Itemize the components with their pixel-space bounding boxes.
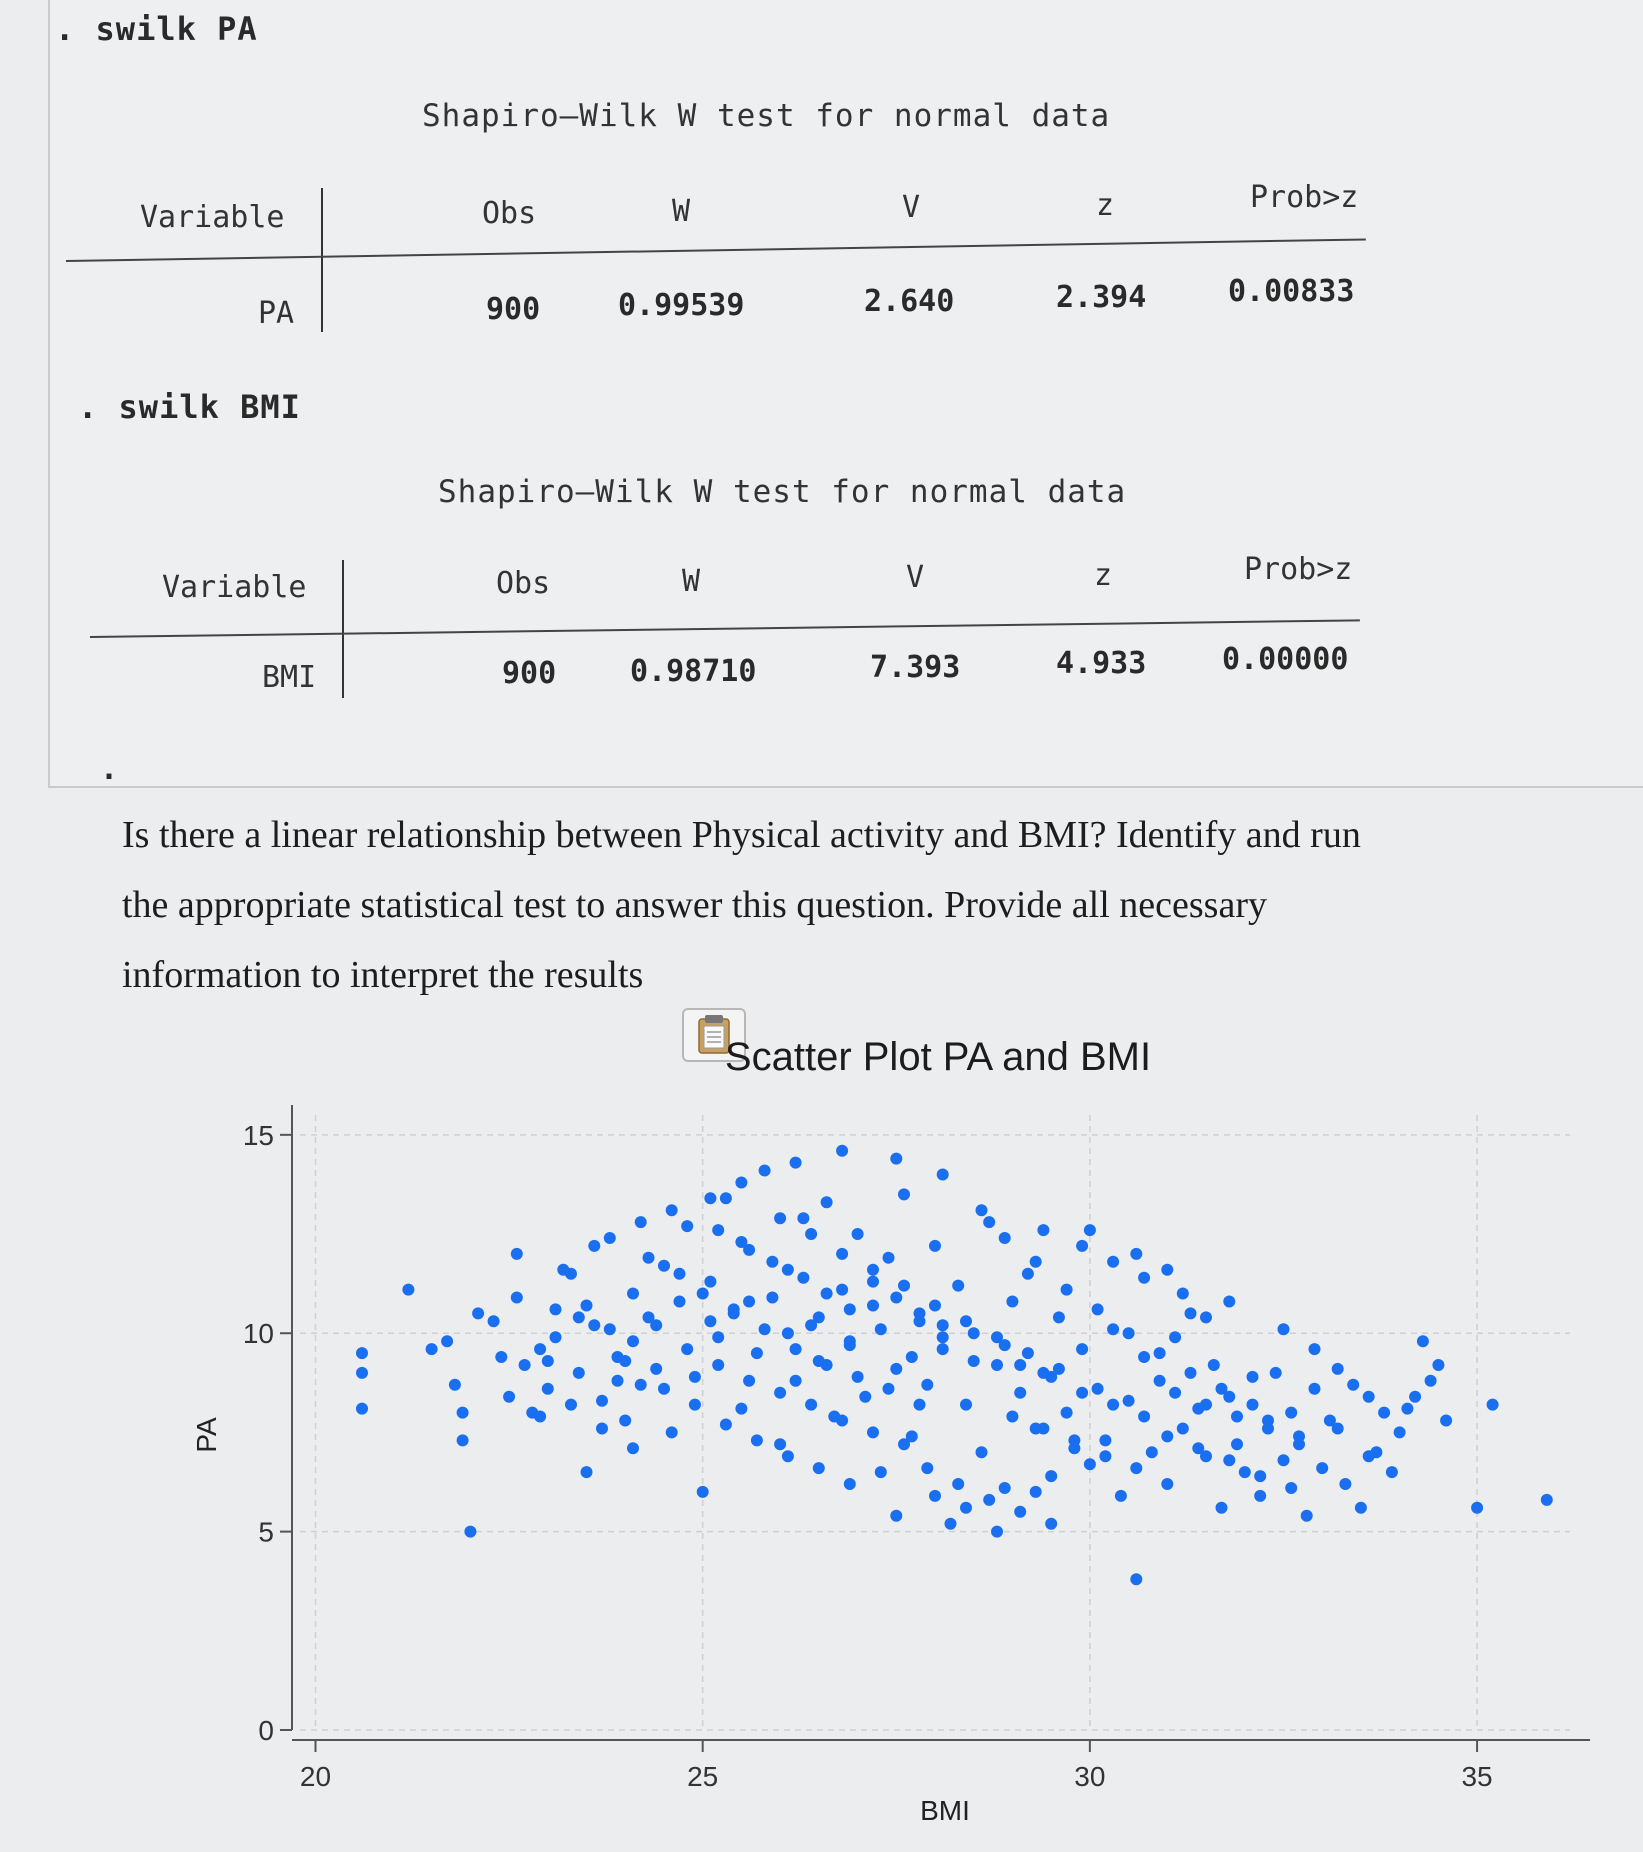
scatter-point-5 (441, 1335, 453, 1347)
scatter-point-183 (1099, 1450, 1111, 1462)
scatter-point-37 (704, 1276, 716, 1288)
scatter-point-103 (1216, 1502, 1228, 1514)
scatter-point-46 (774, 1438, 786, 1450)
scatter-point-243 (596, 1423, 608, 1435)
test-title-bmi: Shapiro–Wilk W test for normal data (438, 474, 1127, 510)
header-v-bmi: V (906, 560, 925, 595)
scatter-point-83 (1061, 1407, 1073, 1419)
scatter-point-33 (674, 1296, 686, 1308)
y-axis-label: PA (191, 1417, 222, 1453)
scatter-point-224 (704, 1192, 716, 1204)
scatter-point-56 (852, 1228, 864, 1240)
scatter-point-197 (1231, 1411, 1243, 1423)
scatter-point-120 (1363, 1391, 1375, 1403)
y-tick-label-10: 10 (242, 1318, 274, 1350)
scatter-point-199 (1293, 1438, 1305, 1450)
scatter-point-144 (844, 1339, 856, 1351)
scatter-point-31 (658, 1260, 670, 1272)
scatter-point-6 (449, 1379, 461, 1391)
scatter-point-92 (1130, 1573, 1142, 1585)
scatter-point-38 (712, 1331, 724, 1343)
row-obs-pa: 900 (486, 292, 541, 327)
x-tick-label-25: 25 (687, 1761, 719, 1792)
scatter-point-208 (813, 1462, 825, 1474)
header-z-pa: z (1096, 188, 1115, 223)
scatter-point-222 (635, 1216, 647, 1228)
command-swilk-bmi: . swilk BMI (78, 388, 301, 426)
scatter-point-158 (883, 1383, 895, 1395)
row-v-pa: 2.640 (864, 284, 955, 319)
scatter-point-221 (588, 1240, 600, 1252)
scatter-point-151 (674, 1268, 686, 1280)
scatter-point-215 (890, 1510, 902, 1522)
scatter-point-190 (1014, 1359, 1026, 1371)
scatter-plot (0, 1040, 1643, 1852)
scatter-point-54 (836, 1284, 848, 1296)
scatter-point-14 (511, 1248, 523, 1260)
scatter-point-226 (790, 1157, 802, 1169)
scatter-point-105 (1231, 1438, 1243, 1450)
scatter-point-166 (960, 1315, 972, 1327)
plot-grid (300, 1115, 1570, 1730)
scatter-point-35 (689, 1371, 701, 1383)
scatter-point-9 (464, 1526, 476, 1538)
scatter-point-237 (1185, 1367, 1197, 1379)
x-tick-label-35: 35 (1461, 1761, 1493, 1792)
scatter-point-250 (1332, 1363, 1344, 1375)
scatter-point-205 (720, 1419, 732, 1431)
scatter-point-164 (898, 1280, 910, 1292)
scatter-point-114 (1301, 1510, 1313, 1522)
scatter-point-24 (604, 1232, 616, 1244)
scatter-point-168 (1022, 1347, 1034, 1359)
scatter-point-159 (914, 1399, 926, 1411)
scatter-point-10 (472, 1307, 484, 1319)
scatter-point-173 (712, 1359, 724, 1371)
scatter-point-258 (1309, 1343, 1321, 1355)
scatter-point-184 (1130, 1462, 1142, 1474)
scatter-point-246 (534, 1411, 546, 1423)
y-tick-label-0: 0 (258, 1715, 274, 1746)
scatter-point-187 (1223, 1454, 1235, 1466)
stata-prompt-dot: . (100, 752, 119, 787)
scatter-point-223 (666, 1204, 678, 1216)
scatter-point-207 (782, 1450, 794, 1462)
scatter-point-157 (852, 1371, 864, 1383)
scatter-point-124 (1417, 1335, 1429, 1347)
scatter-point-196 (1200, 1399, 1212, 1411)
header-obs-pa: Obs (482, 196, 537, 231)
scatter-point-89 (1107, 1323, 1119, 1335)
scatter-point-236 (1154, 1347, 1166, 1359)
scatter-point-214 (1045, 1518, 1057, 1530)
scatter-point-85 (1076, 1343, 1088, 1355)
scatter-point-146 (906, 1351, 918, 1363)
scatter-point-138 (914, 1307, 926, 1319)
scatter-point-229 (937, 1169, 949, 1181)
scatter-point-57 (859, 1391, 871, 1403)
scatter-point-261 (1177, 1288, 1189, 1300)
scatter-point-26 (619, 1415, 631, 1427)
scatter-point-122 (1386, 1466, 1398, 1478)
scatter-point-52 (821, 1196, 833, 1208)
scatter-point-203 (658, 1383, 670, 1395)
scatter-point-161 (805, 1228, 817, 1240)
scatter-point-141 (743, 1296, 755, 1308)
scatter-point-256 (1363, 1450, 1375, 1462)
scatter-point-198 (1262, 1423, 1274, 1435)
scatter-point-86 (1084, 1458, 1096, 1470)
scatter-point-148 (968, 1355, 980, 1367)
scatter-point-251 (1347, 1379, 1359, 1391)
scatter-point-27 (627, 1288, 639, 1300)
scatter-point-49 (797, 1212, 809, 1224)
scatter-point-189 (1285, 1482, 1297, 1494)
test-title-pa: Shapiro–Wilk W test for normal data (422, 98, 1111, 134)
scatter-point-61 (890, 1363, 902, 1375)
header-prob-bmi: Prob>z (1244, 552, 1353, 587)
scatter-point-126 (1440, 1415, 1452, 1427)
scatter-point-30 (650, 1363, 662, 1375)
scatter-point-165 (929, 1300, 941, 1312)
scatter-point-228 (890, 1153, 902, 1165)
scatter-point-71 (968, 1327, 980, 1339)
scatter-point-153 (728, 1307, 740, 1319)
header-variable-bmi: Variable (162, 570, 307, 605)
scatter-point-240 (519, 1359, 531, 1371)
scatter-point-213 (1014, 1506, 1026, 1518)
scatter-point-2 (356, 1403, 368, 1415)
scatter-point-76 (1006, 1296, 1018, 1308)
scatter-point-47 (782, 1264, 794, 1276)
scatter-point-182 (1068, 1434, 1080, 1446)
scatter-point-65 (921, 1379, 933, 1391)
row-variable-pa: PA (258, 296, 295, 331)
scatter-point-160 (774, 1212, 786, 1224)
question-text (122, 800, 1502, 1010)
scatter-point-254 (1409, 1391, 1421, 1403)
scatter-point-87 (1092, 1383, 1104, 1395)
header-w-pa: W (672, 194, 691, 229)
scatter-point-127 (1471, 1502, 1483, 1514)
scatter-point-142 (782, 1327, 794, 1339)
scatter-point-167 (991, 1331, 1003, 1343)
scatter-point-212 (983, 1494, 995, 1506)
row-v-bmi: 7.393 (870, 650, 961, 685)
scatter-point-91 (1123, 1395, 1135, 1407)
scatter-point-260 (1200, 1311, 1212, 1323)
scatter-point-77 (1014, 1387, 1026, 1399)
scatter-point-74 (991, 1359, 1003, 1371)
scatter-point-195 (1169, 1387, 1181, 1399)
table-divider-vertical-pa (321, 188, 323, 332)
scatter-point-211 (952, 1478, 964, 1490)
scatter-point-178 (867, 1426, 879, 1438)
scatter-point-59 (875, 1466, 887, 1478)
scatter-point-238 (1216, 1383, 1228, 1395)
scatter-point-60 (883, 1252, 895, 1264)
scatter-point-225 (735, 1177, 747, 1189)
scatter-point-16 (534, 1343, 546, 1355)
scatter-point-145 (875, 1323, 887, 1335)
scatter-point-28 (635, 1379, 647, 1391)
header-z-bmi: z (1094, 558, 1113, 593)
scatter-point-263 (1107, 1256, 1119, 1268)
scatter-point-73 (983, 1216, 995, 1228)
scatter-point-266 (1084, 1224, 1096, 1236)
scatter-point-13 (511, 1292, 523, 1304)
scatter-point-78 (1022, 1268, 1034, 1280)
scatter-point-143 (813, 1311, 825, 1323)
scatter-point-17 (542, 1355, 554, 1367)
scatter-point-39 (720, 1192, 732, 1204)
scatter-point-162 (836, 1248, 848, 1260)
scatter-point-95 (1154, 1375, 1166, 1387)
scatter-point-111 (1278, 1454, 1290, 1466)
scatter-point-66 (929, 1240, 941, 1252)
scatter-point-255 (1425, 1375, 1437, 1387)
scatter-point-216 (929, 1490, 941, 1502)
scatter-point-156 (821, 1359, 833, 1371)
scatter-point-123 (1401, 1403, 1413, 1415)
scatter-point-176 (805, 1399, 817, 1411)
scatter-point-136 (867, 1276, 879, 1288)
scatter-point-185 (1161, 1430, 1173, 1442)
scatter-point-219 (1030, 1486, 1042, 1498)
scatter-point-193 (1107, 1399, 1119, 1411)
scatter-point-119 (1355, 1502, 1367, 1514)
scatter-point-3 (402, 1284, 414, 1296)
chart-title: Scatter Plot PA and BMI (724, 1040, 1152, 1079)
scatter-point-152 (697, 1288, 709, 1300)
scatter-point-133 (797, 1272, 809, 1284)
scatter-point-209 (844, 1478, 856, 1490)
plot-points (356, 1145, 1553, 1586)
scatter-point-227 (836, 1145, 848, 1157)
scatter-point-21 (581, 1466, 593, 1478)
scatter-point-172 (681, 1343, 693, 1355)
scatter-point-132 (766, 1256, 778, 1268)
scatter-point-90 (1115, 1490, 1127, 1502)
scatter-point-128 (1487, 1399, 1499, 1411)
x-tick-label-20: 20 (299, 1761, 332, 1792)
scatter-point-99 (1185, 1307, 1197, 1319)
scatter-point-244 (627, 1442, 639, 1454)
plot-axes (243, 1105, 1590, 1792)
scatter-point-267 (1130, 1248, 1142, 1260)
scatter-point-154 (759, 1323, 771, 1335)
header-variable-pa: Variable (140, 200, 285, 235)
scatter-point-110 (1270, 1367, 1282, 1379)
scatter-point-188 (1254, 1470, 1266, 1482)
scatter-point-82 (1053, 1311, 1065, 1323)
scatter-point-34 (681, 1220, 693, 1232)
scatter-point-70 (960, 1399, 972, 1411)
scatter-point-147 (937, 1331, 949, 1343)
scatter-point-131 (735, 1236, 747, 1248)
scatter-point-36 (697, 1486, 709, 1498)
scatter-point-245 (503, 1391, 515, 1403)
scatter-point-68 (945, 1518, 957, 1530)
scatter-point-32 (666, 1426, 678, 1438)
scatter-point-202 (619, 1355, 631, 1367)
scatter-point-204 (689, 1399, 701, 1411)
scatter-point-171 (650, 1319, 662, 1331)
scatter-point-8 (457, 1434, 469, 1446)
scatter-point-233 (1061, 1284, 1073, 1296)
row-prob-pa: 0.00833 (1228, 274, 1355, 309)
scatter-point-201 (604, 1323, 616, 1335)
scatter-point-239 (1247, 1399, 1259, 1411)
scatter-point-191 (1045, 1371, 1057, 1383)
scatter-point-264 (1076, 1240, 1088, 1252)
scatter-point-23 (596, 1395, 608, 1407)
scatter-point-116 (1316, 1462, 1328, 1474)
scatter-point-75 (999, 1482, 1011, 1494)
scatter-point-107 (1247, 1371, 1259, 1383)
scatter-point-259 (1278, 1323, 1290, 1335)
scatter-point-234 (1092, 1303, 1104, 1315)
y-tick-label-15: 15 (242, 1119, 274, 1151)
scatter-point-102 (1208, 1359, 1220, 1371)
scatter-point-252 (1378, 1407, 1390, 1419)
scatter-point-58 (867, 1300, 879, 1312)
scatter-point-67 (937, 1343, 949, 1355)
scatter-point-140 (704, 1315, 716, 1327)
row-prob-bmi: 0.00000 (1222, 642, 1349, 677)
scatter-point-135 (844, 1303, 856, 1315)
scatter-point-43 (751, 1347, 763, 1359)
scatter-point-98 (1177, 1423, 1189, 1435)
scatter-point-125 (1432, 1359, 1444, 1371)
scatter-point-4 (426, 1343, 438, 1355)
scatter-point-220 (557, 1264, 569, 1276)
scatter-point-45 (766, 1292, 778, 1304)
scatter-point-112 (1285, 1407, 1297, 1419)
scatter-point-175 (774, 1387, 786, 1399)
scatter-point-174 (743, 1375, 755, 1387)
scatter-point-137 (890, 1292, 902, 1304)
row-z-bmi: 4.933 (1056, 646, 1147, 681)
scatter-point-180 (1006, 1411, 1018, 1423)
scatter-point-265 (1037, 1224, 1049, 1236)
scatter-point-81 (1045, 1470, 1057, 1482)
scatter-point-106 (1239, 1466, 1251, 1478)
scatter-point-20 (573, 1367, 585, 1379)
header-v-pa: V (902, 190, 921, 225)
header-obs-bmi: Obs (496, 566, 551, 601)
scatter-point-130 (712, 1224, 724, 1236)
x-axis-label: BMI (920, 1795, 970, 1826)
scatter-point-232 (1030, 1256, 1042, 1268)
question-line-1: Is there a linear relationship between Physical activity and BMI? Identify and run (122, 814, 1361, 856)
scatter-point-134 (821, 1288, 833, 1300)
scatter-point-93 (1138, 1351, 1150, 1363)
scatter-point-247 (550, 1331, 562, 1343)
scatter-point-118 (1339, 1478, 1351, 1490)
scatter-point-181 (1037, 1423, 1049, 1435)
scatter-point-88 (1099, 1434, 1111, 1446)
scatter-point-268 (1161, 1264, 1173, 1276)
scatter-point-242 (565, 1399, 577, 1411)
scatter-point-94 (1146, 1446, 1158, 1458)
scatter-point-12 (495, 1351, 507, 1363)
scatter-point-200 (581, 1300, 593, 1312)
scatter-point-231 (999, 1232, 1011, 1244)
scatter-point-218 (991, 1526, 1003, 1538)
scatter-point-1 (356, 1367, 368, 1379)
scatter-point-129 (1541, 1494, 1553, 1506)
scatter-point-44 (759, 1165, 771, 1177)
scatter-point-11 (488, 1315, 500, 1327)
row-z-pa: 2.394 (1056, 280, 1147, 315)
scatter-point-96 (1161, 1478, 1173, 1490)
scatter-point-179 (898, 1438, 910, 1450)
scatter-point-155 (790, 1343, 802, 1355)
scatter-point-22 (588, 1319, 600, 1331)
table-divider-vertical-bmi (342, 560, 344, 698)
scatter-point-257 (1332, 1423, 1344, 1435)
header-w-bmi: W (682, 564, 701, 599)
scatter-point-192 (1076, 1387, 1088, 1399)
scatter-point-177 (836, 1415, 848, 1427)
question-line-2: the appropriate statistical test to answer this question. Provide all necessary (122, 884, 1267, 926)
scatter-point-241 (542, 1383, 554, 1395)
scatter-point-262 (1138, 1272, 1150, 1284)
scatter-point-249 (612, 1375, 624, 1387)
row-variable-bmi: BMI (262, 660, 317, 695)
x-tick-label-30: 30 (1074, 1761, 1106, 1792)
scatter-point-69 (952, 1280, 964, 1292)
scatter-point-48 (790, 1375, 802, 1387)
scatter-point-150 (643, 1252, 655, 1264)
scatter-point-253 (1394, 1426, 1406, 1438)
scatter-point-269 (1223, 1296, 1235, 1308)
command-swilk-pa: . swilk PA (55, 10, 258, 48)
scatter-point-0 (356, 1347, 368, 1359)
question-line-3: information to interpret the results (122, 954, 644, 996)
scatter-point-170 (627, 1335, 639, 1347)
scatter-point-248 (573, 1311, 585, 1323)
scatter-point-18 (550, 1303, 562, 1315)
scatter-point-163 (867, 1264, 879, 1276)
scatter-point-115 (1309, 1383, 1321, 1395)
row-obs-bmi: 900 (502, 656, 557, 691)
scatter-point-230 (976, 1204, 988, 1216)
scatter-point-194 (1138, 1411, 1150, 1423)
scatter-point-72 (976, 1446, 988, 1458)
y-tick-label-5: 5 (258, 1516, 274, 1548)
row-w-bmi: 0.98710 (630, 654, 757, 689)
scatter-point-41 (735, 1403, 747, 1415)
scatter-point-139 (937, 1319, 949, 1331)
header-prob-pa: Prob>z (1250, 180, 1359, 215)
scatter-point-206 (751, 1434, 763, 1446)
scatter-point-210 (921, 1462, 933, 1474)
scatter-point-217 (960, 1502, 972, 1514)
scatter-point-186 (1192, 1442, 1204, 1454)
scatter-point-108 (1254, 1490, 1266, 1502)
scatter-point-97 (1169, 1331, 1181, 1343)
row-w-pa: 0.99539 (618, 288, 745, 323)
scatter-point-62 (898, 1188, 910, 1200)
scatter-point-7 (457, 1407, 469, 1419)
scatter-point-235 (1123, 1327, 1135, 1339)
